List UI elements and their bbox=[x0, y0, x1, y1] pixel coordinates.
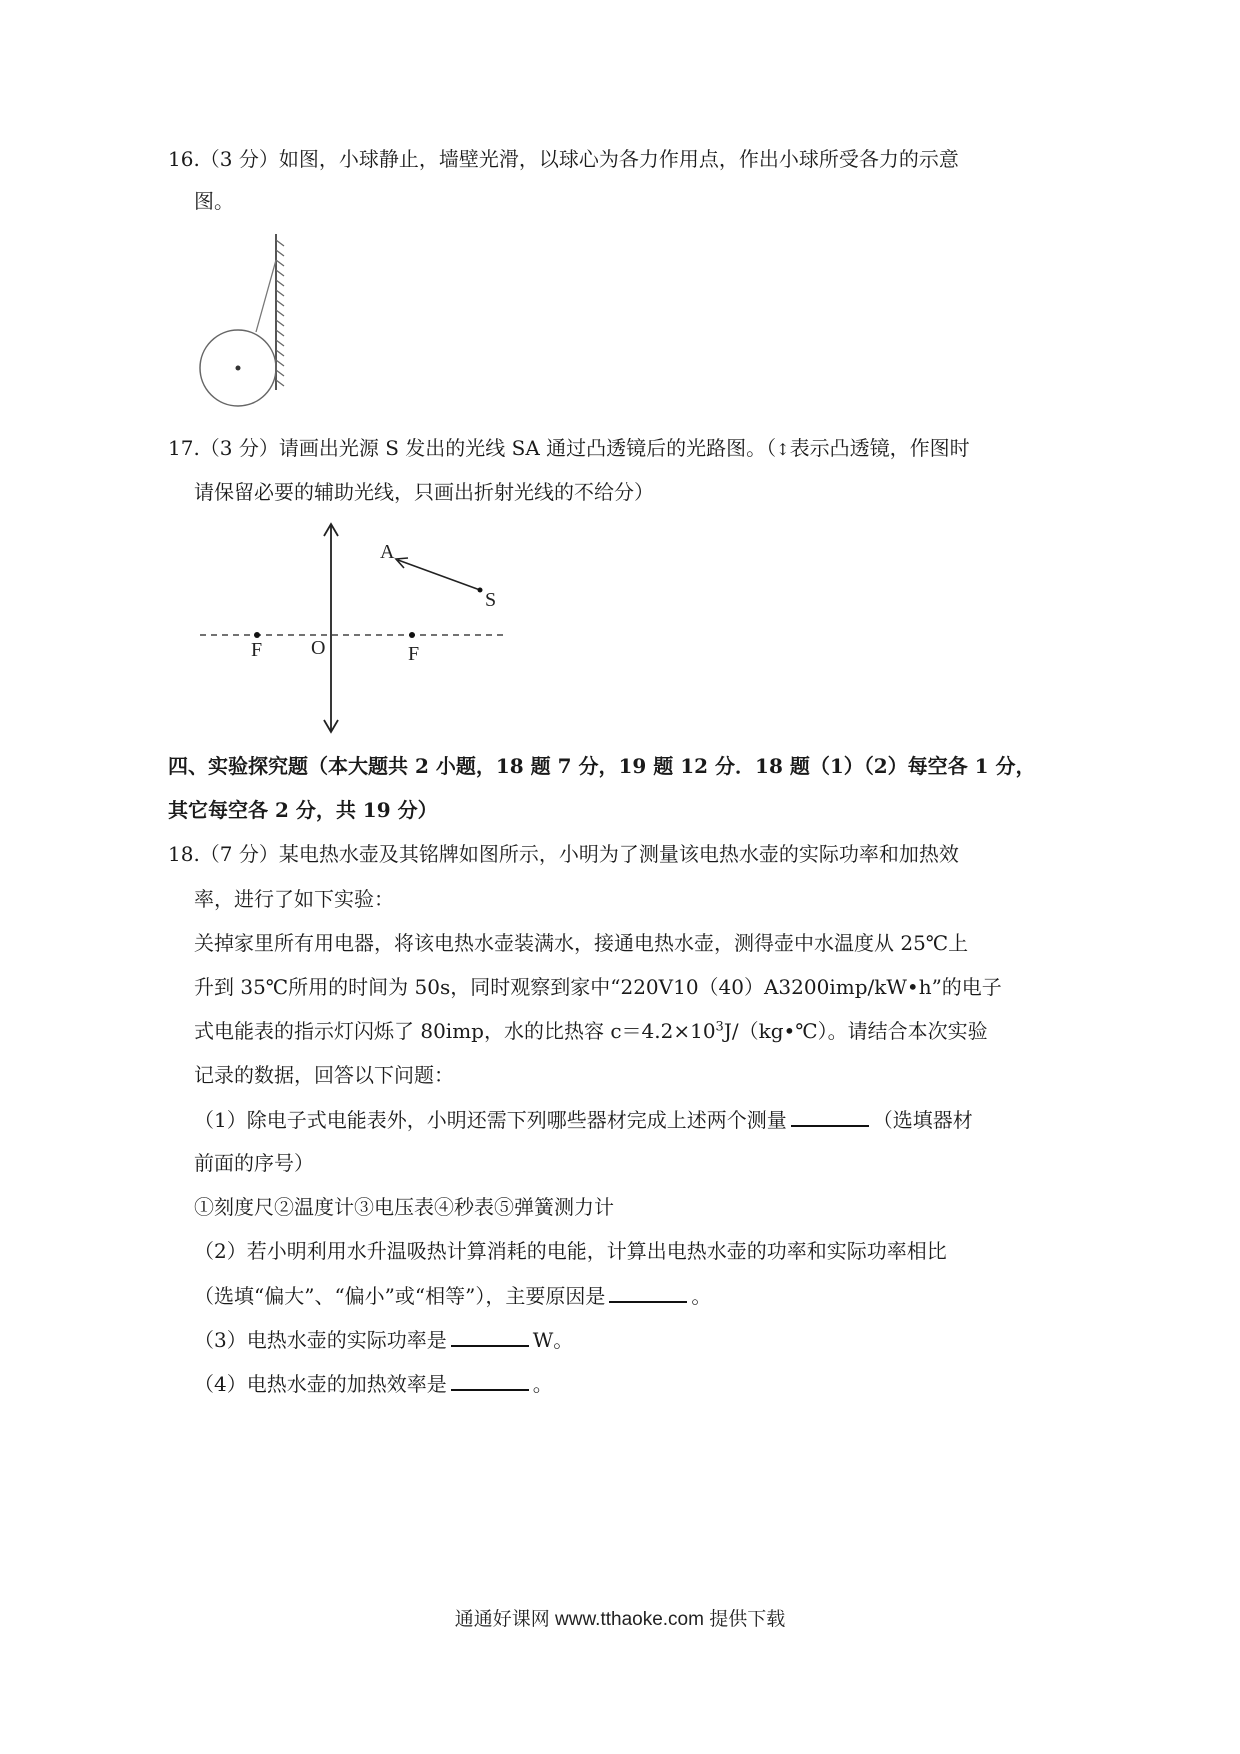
q18-line5-part1: 式电能表的指示灯闪烁了 80imp，水的比热容 c＝4.2×10 bbox=[194, 1019, 716, 1043]
convex-lens-figure bbox=[196, 518, 516, 738]
q16-line2: 图。 bbox=[194, 189, 234, 213]
q18-part1-line2: 前面的序号） bbox=[194, 1151, 314, 1175]
q18-part3-text: （3）电热水壶的实际功率是 bbox=[194, 1328, 447, 1352]
label-f-left: F bbox=[251, 639, 263, 661]
q17-line1 bbox=[168, 434, 970, 464]
q18-line4: 升到 35℃所用的时间为 50s，同时观察到家中“220V10（40）A3200imp/kW•h”的电子 bbox=[194, 975, 1002, 999]
q18-part2-line2 bbox=[194, 1281, 711, 1310]
q18-part4-end: 。 bbox=[532, 1372, 553, 1396]
q18-line5-superscript: 3 bbox=[715, 1019, 724, 1035]
q17-line1-part2: 表示凸透镜，作图时 bbox=[789, 436, 970, 460]
q18-line2: 率，进行了如下实验： bbox=[194, 887, 394, 911]
section4-heading-line1: 四、实验探究题（本大题共 2 小题，18 题 7 分，19 题 12 分．18 题（1）（2）每空各 1 分， bbox=[168, 754, 1036, 778]
q17-line1-part1: 17.（3 分）请画出光源 S 发出的光线 SA 通过凸透镜后的光路图。（ bbox=[168, 436, 777, 460]
q18-line1: 18.（7 分）某电热水壶及其铭牌如图所示，小明为了测量该电热水壶的实际功率和加热效 bbox=[168, 842, 959, 866]
q18-line5 bbox=[194, 1017, 988, 1045]
q18-part3 bbox=[194, 1325, 573, 1354]
ball-on-wall-figure bbox=[190, 232, 310, 412]
label-a: A bbox=[380, 541, 395, 563]
q18-part1 bbox=[194, 1105, 973, 1134]
q18-part1-suffix: （选填器材 bbox=[872, 1108, 973, 1132]
answer-blank-3[interactable] bbox=[451, 1325, 529, 1347]
answer-blank-2[interactable] bbox=[609, 1281, 687, 1303]
label-o: O bbox=[311, 637, 326, 659]
page-footer: 通通好课网 www.tthaoke.com 提供下载 bbox=[454, 1609, 786, 1630]
lens-symbol-icon: ↕ bbox=[776, 440, 790, 459]
q18-line3: 关掉家里所有用电器，将该电热水壶装满水，接通电热水壶，测得壶中水温度从 25℃上 bbox=[194, 931, 969, 955]
q18-part2: （2）若小明利用水升温吸热计算消耗的电能，计算出电热水壶的功率和实际功率相比 bbox=[194, 1239, 947, 1263]
label-f-right: F bbox=[408, 643, 420, 665]
answer-blank-4[interactable] bbox=[451, 1369, 529, 1391]
focal-point-left bbox=[254, 632, 260, 638]
q16-line1: 16.（3 分）如图，小球静止，墙壁光滑，以球心为各力作用点，作出小球所受各力的示意 bbox=[168, 147, 959, 171]
ball-center-dot bbox=[236, 366, 241, 371]
q18-part4-text: （4）电热水壶的加热效率是 bbox=[194, 1372, 447, 1396]
q18-part2-text: （选填“偏大”、“偏小”或“相等”），主要原因是 bbox=[194, 1284, 606, 1308]
label-s: S bbox=[485, 589, 497, 611]
ray-sa bbox=[398, 560, 480, 590]
focal-point-right bbox=[409, 632, 415, 638]
answer-blank-1[interactable] bbox=[791, 1105, 869, 1127]
q18-part2-end: 。 bbox=[691, 1284, 712, 1308]
q18-part1-text: （1）除电子式电能表外，小明还需下列哪些器材完成上述两个测量 bbox=[194, 1108, 787, 1132]
q18-line6: 记录的数据，回答以下问题： bbox=[194, 1063, 454, 1087]
q18-options: ①刻度尺②温度计③电压表④秒表⑤弹簧测力计 bbox=[194, 1195, 614, 1219]
source-s-dot bbox=[478, 588, 483, 593]
section4-heading-line2: 其它每空各 2 分，共 19 分） bbox=[168, 798, 438, 822]
q18-part4 bbox=[194, 1369, 553, 1398]
q17-line2: 请保留必要的辅助光线，只画出折射光线的不给分） bbox=[194, 480, 654, 504]
wall-hatching bbox=[276, 240, 284, 386]
string-line bbox=[256, 260, 276, 332]
q18-line5-part2: J/（kg•℃）。请结合本次实验 bbox=[723, 1019, 988, 1043]
q18-part3-end: W。 bbox=[532, 1328, 574, 1352]
